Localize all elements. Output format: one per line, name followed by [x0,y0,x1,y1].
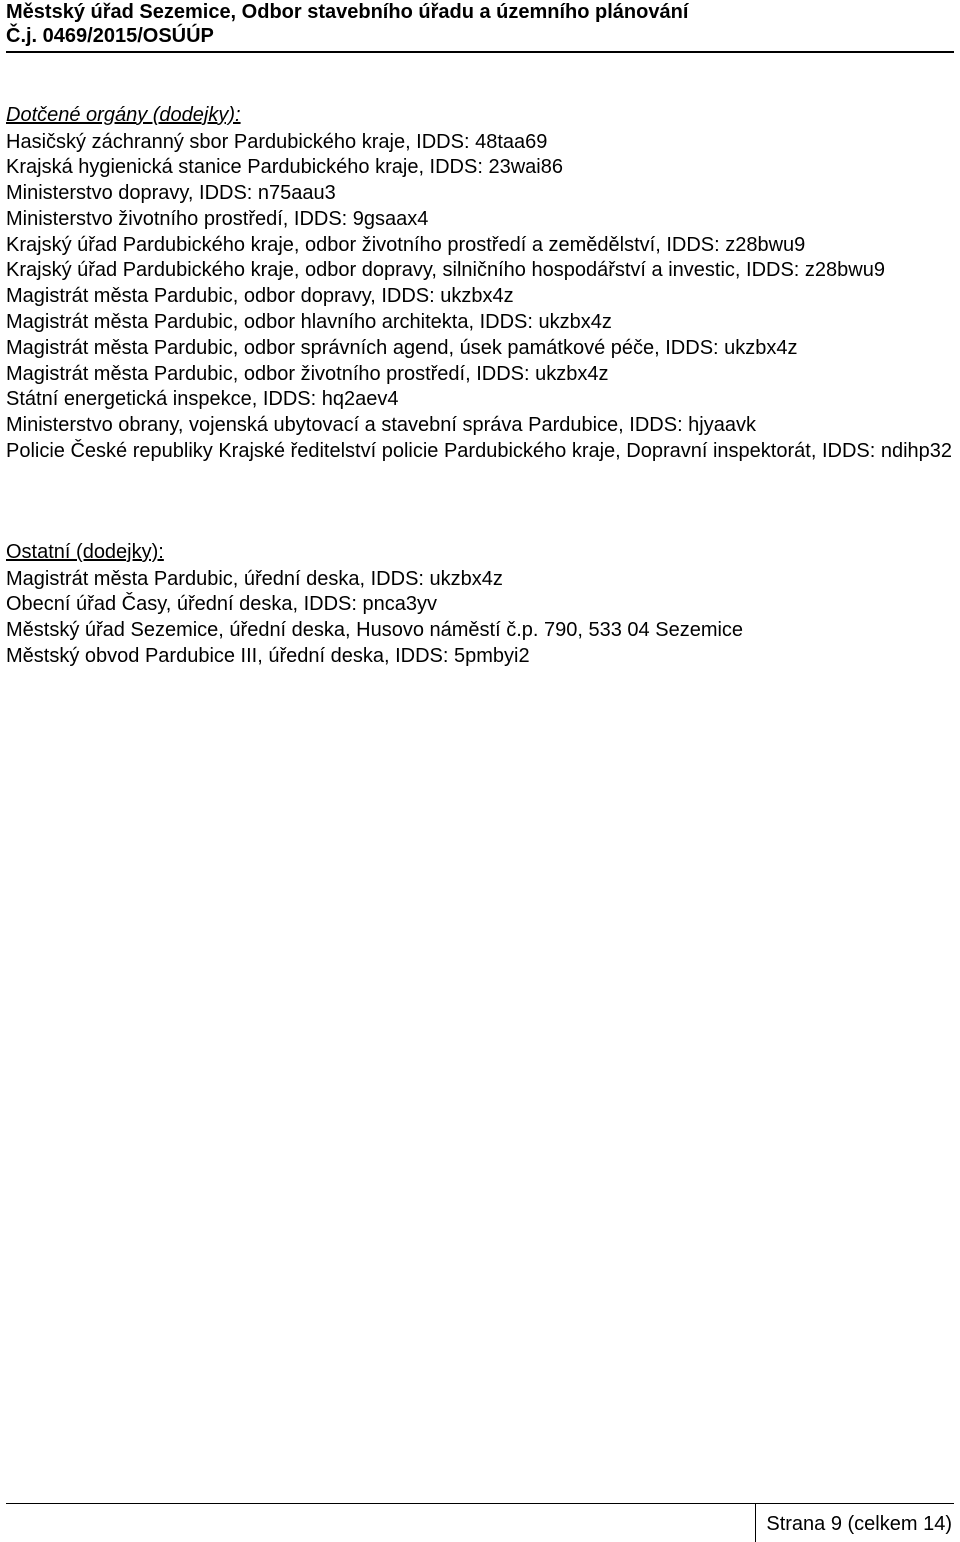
recipient-entry: Městský úřad Sezemice, úřední deska, Husovo náměstí č.p. 790, 533 04 Sezemice [6,619,744,642]
document-header [6,0,954,53]
recipient-entry: Ministerstvo životního prostředí, IDDS: 9gsaax4 [6,207,429,230]
page-footer [6,1503,954,1535]
reference-number: Č.j. 0469/2015/OSÚÚP [6,25,214,47]
affected-authorities-heading: Dotčené orgány (dodejky): [6,104,241,126]
others-heading: Ostatní (dodejky): [6,541,164,563]
recipient-entry: Obecní úřad Časy, úřední deska, IDDS: pnca3yv [6,593,437,616]
recipient-entry: Státní energetická inspekce, IDDS: hq2aev4 [6,388,399,411]
recipient-entry: Krajská hygienická stanice Pardubického kraje, IDDS: 23wai86 [6,156,563,179]
recipient-entry: Magistrát města Pardubic, úřední deska, IDDS: ukzbx4z [6,567,503,590]
others-section [6,540,954,670]
recipient-entry: Městský obvod Pardubice III, úřední deska, IDDS: 5pmbyi2 [6,644,530,667]
office-title: Městský úřad Sezemice, Odbor stavebního úřadu a územního plánování [6,1,689,23]
recipient-entry: Magistrát města Pardubic, odbor životního prostředí, IDDS: ukzbx4z [6,362,609,385]
recipient-entry: Ministerstvo dopravy, IDDS: n75aau3 [6,182,336,205]
recipient-entry: Hasičský záchranný sbor Pardubického kraje, IDDS: 48taa69 [6,130,548,153]
recipient-entry: Policie České republiky Krajské ředitelství policie Pardubického kraje, Dopravní inspektorát, IDDS: ndihp32 [6,440,953,463]
affected-authorities-section [6,103,954,465]
recipient-entry: Magistrát města Pardubic, odbor dopravy, IDDS: ukzbx4z [6,285,514,308]
recipient-entry: Krajský úřad Pardubického kraje, odbor dopravy, silničního hospodářství a investic, IDDS: z28bwu9 [6,259,885,282]
page-number: Strana 9 (celkem 14) [755,1504,954,1542]
recipient-entry: Magistrát města Pardubic, odbor správních agend, úsek památkové péče, IDDS: ukzbx4z [6,336,798,359]
recipient-entry: Magistrát města Pardubic, odbor hlavního architekta, IDDS: ukzbx4z [6,311,612,334]
recipient-entry: Krajský úřad Pardubického kraje, odbor životního prostředí a zemědělství, IDDS: z28bwu9 [6,233,806,256]
recipient-entry: Ministerstvo obrany, vojenská ubytovací a stavební správa Pardubice, IDDS: hjyaavk [6,414,756,437]
